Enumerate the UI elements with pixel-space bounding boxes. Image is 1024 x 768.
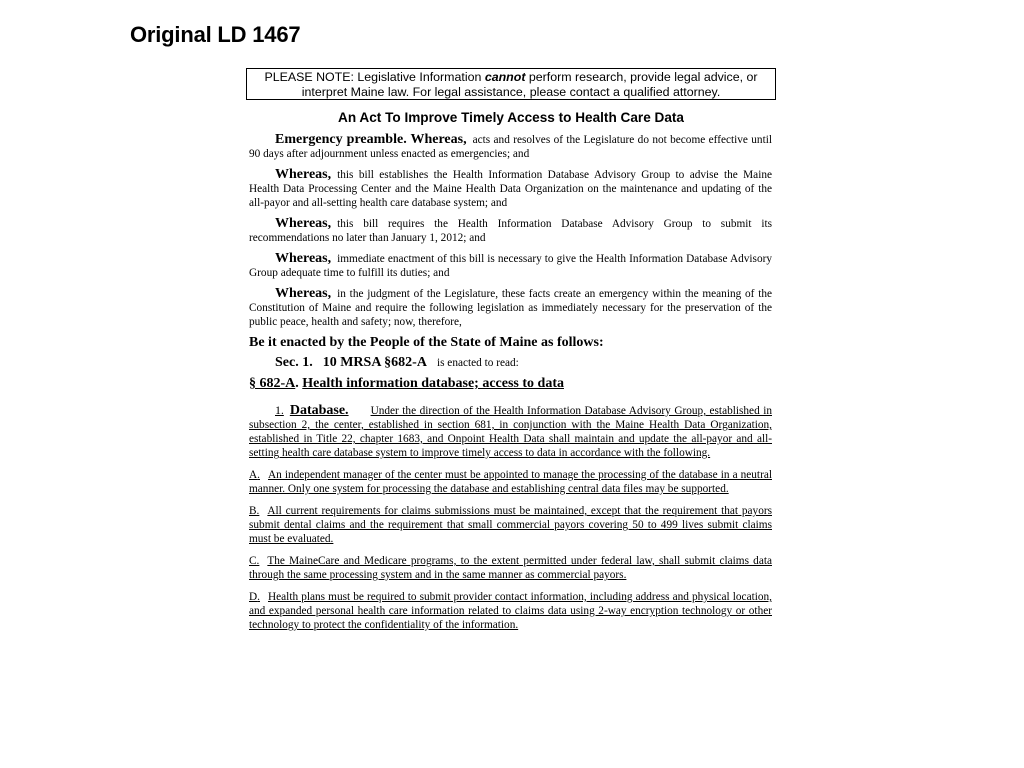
notice-text-after: perform research, provide legal advice, or interpret Maine law. For legal assistance, please contact a qualified attorney. bbox=[301, 70, 758, 99]
paragraph-letter: A bbox=[249, 469, 258, 481]
paragraph-letter: B bbox=[249, 505, 257, 517]
paragraph-d: D. Health plans must be required to submit provider contact information, including address and physical location, and expanded personal health care information related to claims data using 2-way encryption technology or other technology to protect the confidentiality of the information. bbox=[249, 591, 772, 631]
preamble-text: this bill establishes the Health Information Database Advisory Group to advise the Maine Health Data Processing Center and the Maine Health Data Organization on the maintenance and updating of the all-payor and all-setting health care database system; and bbox=[249, 169, 772, 209]
paragraph-text: An independent manager of the center must be appointed to manage the processing of the database in a neutral manner. Only one system for processing the database and establishing central data files may be supported. bbox=[249, 469, 772, 495]
preamble-paragraph bbox=[249, 133, 772, 161]
notice-text-before: PLEASE NOTE: Legislative Information bbox=[264, 70, 485, 84]
section-heading: § 682-A. Health information database; access to data bbox=[249, 376, 564, 391]
preamble-paragraph bbox=[249, 287, 772, 329]
preamble-text: acts and resolves of the Legislature do not become effective until 90 days after adjournment unless enacted as emergencies; and bbox=[249, 134, 772, 160]
preamble-lead: Whereas, bbox=[275, 251, 332, 266]
paragraph-text: Health plans must be required to submit provider contact information, including address and physical location, and expanded personal health care information related to claims data using 2-way encryption technology or other technology to protect the confidentiality of the information. bbox=[249, 591, 772, 631]
legal-notice-box bbox=[246, 68, 776, 100]
section-number: Sec. 1. bbox=[275, 355, 313, 370]
section-tail: is enacted to read: bbox=[436, 357, 519, 369]
subsection-heading: Database. bbox=[289, 403, 349, 418]
preamble-paragraph bbox=[249, 168, 772, 210]
preamble-lead: Emergency preamble. Whereas, bbox=[275, 132, 467, 147]
paragraph-text: The MaineCare and Medicare programs, to the extent permitted under federal law, shall submit claims data through the same processing system and in the same manner as commercial payors. bbox=[249, 555, 772, 581]
preamble-paragraph bbox=[249, 217, 772, 245]
document-title: Original LD 1467 bbox=[130, 22, 301, 47]
subsection-text: Under the direction of the Health Information Database Advisory Group, established in subsection 2, the center, established in section 681, in conjunction with the Maine Health Data Organization, established in Title 22, chapter 1683, and Onpoint Health Data shall maintain and update the all-payor and all-setting health care database system to improve timely access to data in accordance with the following. bbox=[249, 405, 772, 459]
preamble-lead: Whereas, bbox=[275, 286, 332, 301]
preamble-paragraph bbox=[249, 252, 772, 280]
bill-title: An Act To Improve Timely Access to Health Care Data bbox=[338, 110, 684, 125]
preamble-text: immediate enactment of this bill is necessary to give the Health Information Database Advisory Group adequate time to fulfill its duties; and bbox=[249, 253, 772, 279]
paragraph-letter: C bbox=[249, 555, 257, 567]
heading-number: § 682-A bbox=[249, 376, 296, 391]
bill-body bbox=[249, 133, 772, 640]
enacting-clause: Be it enacted by the People of the State of Maine as follows: bbox=[249, 335, 604, 350]
subsection-1: 1. Database. Under the direction of the Health Information Database Advisory Group, established in subsection 2, the center, established in section 681, in conjunction with the Maine Health Data Organization, established in Title 22, chapter 1683, and Onpoint Health Data shall maintain and update the all-payor and all-setting health care database system to improve timely access to data in accordance with the following. bbox=[249, 403, 772, 459]
paragraph-letter: D bbox=[249, 591, 258, 603]
preamble-text: this bill requires the Health Information Database Advisory Group to submit its recommendations no later than January 1, 2012; and bbox=[249, 218, 772, 244]
notice-emphasis: cannot bbox=[484, 70, 526, 84]
paragraph-b: B. All current requirements for claims submissions must be maintained, except that the requirement that payors submit dental claims and the requirement that small commercial payors covering 50 to 499 lives submit claims must be evaluated. bbox=[249, 505, 772, 545]
preamble-lead: Whereas, bbox=[275, 167, 332, 182]
paragraph-a: A. An independent manager of the center must be appointed to manage the processing of the database in a neutral manner. Only one system for processing the database and establishing central data files may be supported. bbox=[249, 469, 772, 495]
section-reference: 10 MRSA §682-A bbox=[322, 355, 427, 370]
preamble-text: in the judgment of the Legislature, these facts create an emergency within the meaning of the Constitution of Maine and require the following legislation as immediately necessary for the preservation of the public peace, health and safety; now, therefore, bbox=[249, 288, 772, 328]
heading-title: Health information database; access to data bbox=[302, 376, 564, 391]
paragraph-text: All current requirements for claims submissions must be maintained, except that the requirement that payors submit dental claims and the requirement that small commercial payors covering 50 to 499 lives submit claims must be evaluated. bbox=[249, 505, 772, 545]
paragraph-c: C. The MaineCare and Medicare programs, to the extent permitted under federal law, shall submit claims data through the same processing system and in the same manner as commercial payors. bbox=[249, 555, 772, 581]
preamble-lead: Whereas, bbox=[275, 216, 332, 231]
subsection-number: 1 bbox=[275, 403, 281, 417]
section-line bbox=[249, 356, 772, 370]
